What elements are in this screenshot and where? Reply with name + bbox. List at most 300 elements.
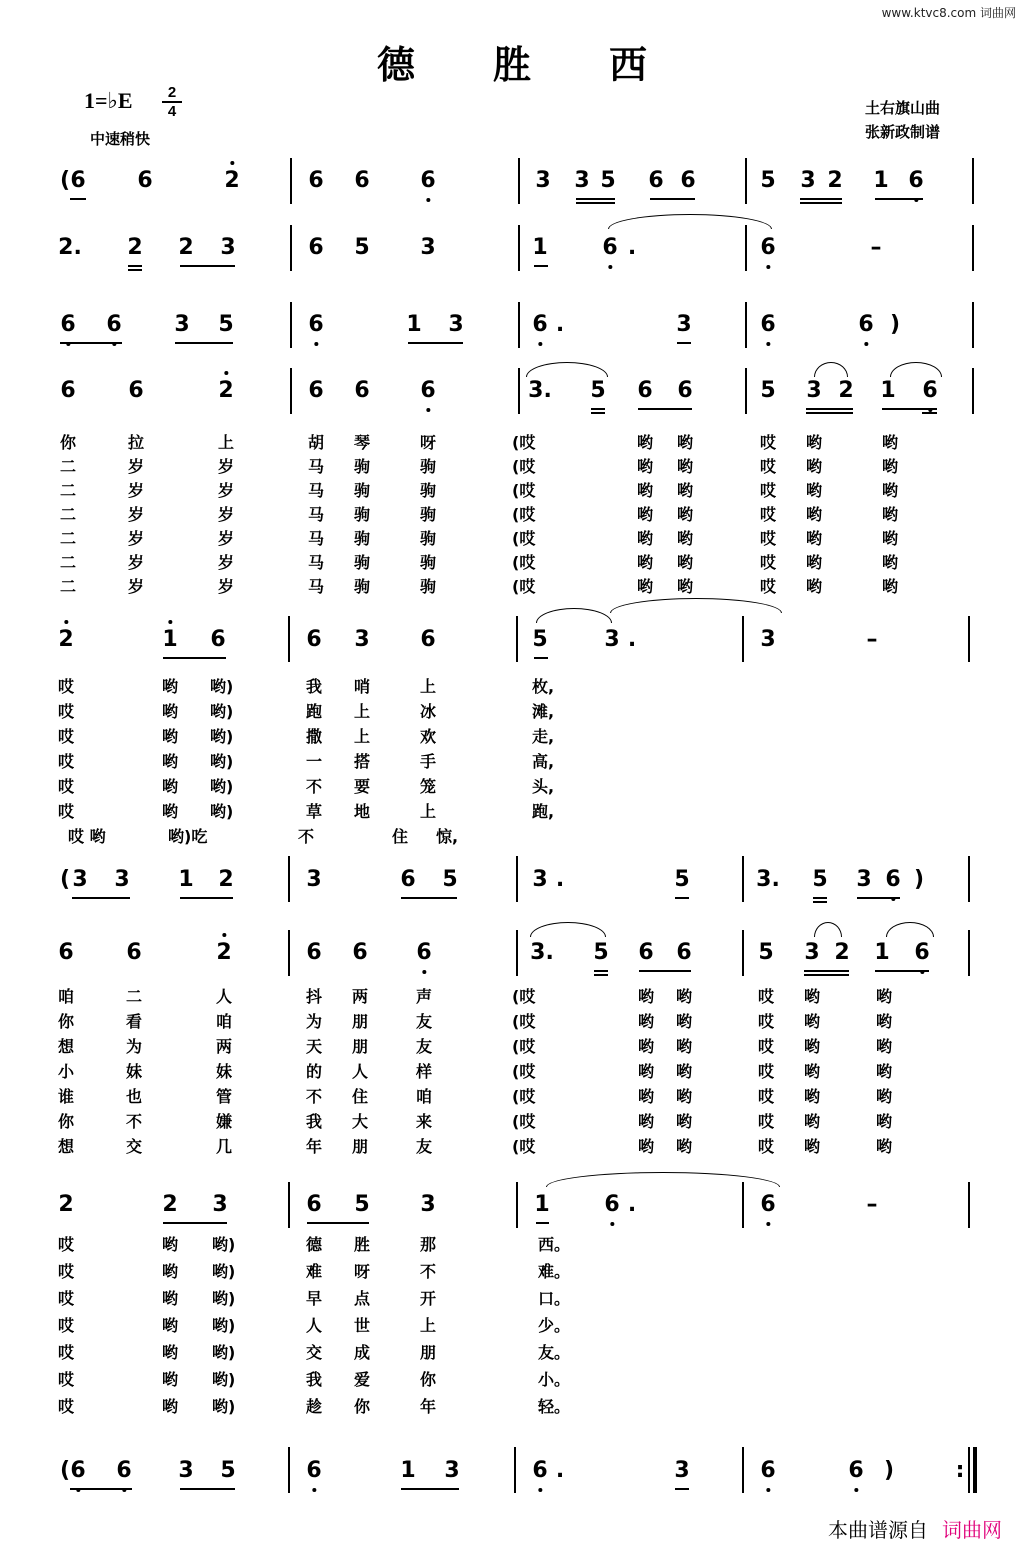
bar-line (745, 158, 747, 204)
lyric-syllable: 哟 (806, 553, 823, 572)
note: 2 (58, 1192, 74, 1217)
lyric-syllable: 人 (306, 1316, 323, 1335)
lyric-syllable: (哎 (512, 505, 536, 524)
note: 6 (676, 940, 692, 965)
lyric-syllable: 哟 (638, 1037, 655, 1056)
lyric-syllable: 岁 (218, 481, 235, 500)
lyric-syllable: 我 (306, 1370, 323, 1389)
lyric-syllable: 驹 (420, 553, 437, 572)
note: 6 (60, 378, 76, 403)
paren: ( (60, 867, 71, 892)
note: 3 (532, 867, 548, 892)
lyric-syllable: (哎 (512, 481, 536, 500)
note: 6 (848, 1458, 864, 1483)
underline-beam (591, 408, 605, 410)
lyric-syllable: 朋 (420, 1343, 437, 1362)
note: 1 (406, 312, 422, 337)
lyric-syllable: 驹 (354, 577, 371, 596)
lyric-syllable: 驹 (420, 529, 437, 548)
note: . (555, 1458, 565, 1483)
lyric-syllable: 二 (60, 505, 77, 524)
lyric-syllable: 哎 (760, 457, 777, 476)
lyric-syllable: 手 (420, 752, 437, 771)
lyric-syllable: 抖 (306, 987, 323, 1006)
note: 2 (218, 378, 234, 403)
bar-line (516, 616, 518, 662)
note: 1 (400, 1458, 416, 1483)
lyric-syllable: 上 (420, 677, 437, 696)
underline-beam (800, 198, 842, 200)
lyric-syllable: 不 (126, 1112, 143, 1131)
lyric-syllable: 岁 (218, 505, 235, 524)
lyric-syllable: 马 (308, 505, 325, 524)
note: 3 (72, 867, 88, 892)
lyric-syllable: 哟 (676, 1112, 693, 1131)
note: 6 (70, 1458, 86, 1483)
arranger-credit: 张新政制谱 (864, 123, 940, 141)
lyric-syllable: 爱 (354, 1370, 371, 1389)
slur (526, 362, 608, 377)
lyric-syllable: 难。 (538, 1262, 571, 1281)
note: 6 (354, 378, 370, 403)
lyric-syllable: 你 (58, 1012, 75, 1031)
lyric-syllable: 马 (308, 481, 325, 500)
lyric-syllable: 哎 (758, 1037, 775, 1056)
lyric-syllable: 哟 (638, 987, 655, 1006)
note: 1 (880, 378, 896, 403)
lyric-syllable: (哎 (512, 457, 536, 476)
underline-beam (128, 269, 142, 271)
lyric-syllable: 跑 (306, 702, 323, 721)
lyric-syllable: 哟 (882, 433, 899, 452)
lyric-syllable: 冰 (420, 702, 437, 721)
lyric-syllable: 为 (306, 1012, 323, 1031)
lyric-syllable: 两 (352, 987, 369, 1006)
lyric-syllable: 年 (420, 1397, 437, 1416)
lyric-syllable: 哎 (758, 1112, 775, 1131)
lyric-syllable: 哟 (162, 802, 179, 821)
lyric-syllable: 小。 (538, 1370, 571, 1389)
slur (814, 362, 848, 377)
lyric-syllable: 哟) (212, 1235, 236, 1254)
lyric-syllable: 友 (416, 1137, 433, 1156)
lyric-syllable: 笼 (420, 777, 437, 796)
note: 6 (532, 312, 548, 337)
note: 6 (885, 867, 901, 892)
lyric-syllable: (哎 (512, 553, 536, 572)
lyric-syllable: 早 (306, 1289, 323, 1308)
lyric-syllable: 德 (306, 1235, 323, 1254)
lyric-syllable: 交 (126, 1137, 143, 1156)
source-brand[interactable]: 词曲网 (942, 1518, 1002, 1542)
underline-beam (576, 198, 615, 200)
underline-beam (536, 1222, 549, 1224)
note: 3 (420, 1192, 436, 1217)
note: 6 (680, 168, 696, 193)
note: 6 (760, 235, 776, 260)
note: 6 (908, 168, 924, 193)
lyric-syllable: 哟 (882, 529, 899, 548)
key-signature: 1=♭E (84, 88, 133, 113)
lyric-syllable: 哟 (162, 1262, 179, 1281)
note: 3 (800, 168, 816, 193)
note: 3 (448, 312, 464, 337)
lyric-syllable: 成 (354, 1343, 371, 1362)
note: . (555, 312, 565, 337)
note: 2 (218, 867, 234, 892)
bar-line (968, 1182, 970, 1228)
note: 3. (528, 378, 552, 403)
note: 6 (354, 168, 370, 193)
lyric-syllable: 二 (126, 987, 143, 1006)
lyric-syllable: 哟 (677, 457, 694, 476)
bar-line (518, 368, 520, 414)
lyric-syllable: 的 (306, 1062, 323, 1081)
lyric-syllable: (哎 (512, 987, 536, 1006)
note: 5 (758, 940, 774, 965)
lyric-syllable: (哎 (512, 529, 536, 548)
lyric-syllable: 头, (532, 777, 555, 796)
bar-line (745, 225, 747, 271)
lyric-syllable: 哎 (58, 802, 75, 821)
lyric-syllable: 哟 (876, 1087, 893, 1106)
bar-line (745, 302, 747, 348)
credits (865, 96, 940, 144)
lyric-syllable: 哟 (676, 1087, 693, 1106)
lyric-syllable: 哎 (760, 481, 777, 500)
note: 1 (162, 627, 178, 652)
lyric-syllable: (哎 (512, 1087, 536, 1106)
paren: ) (884, 1458, 895, 1483)
note: . (627, 1192, 637, 1217)
bar-line (290, 225, 292, 271)
lyric-syllable: 走, (532, 727, 555, 746)
lyric-syllable: 哟 (637, 481, 654, 500)
lyric-syllable: 哟 (677, 433, 694, 452)
paren: ) (914, 867, 925, 892)
lyric-syllable: (哎 (512, 433, 536, 452)
lyric-syllable: 不 (420, 1262, 437, 1281)
lyric-syllable: 上 (354, 702, 371, 721)
lyric-syllable: 驹 (420, 457, 437, 476)
lyric-syllable: 哎 哟 (68, 827, 106, 846)
lyric-syllable: 友 (416, 1012, 433, 1031)
lyric-syllable: 岁 (218, 529, 235, 548)
lyric-syllable: 驹 (420, 577, 437, 596)
note: 6 (137, 168, 153, 193)
lyric-syllable: 驹 (420, 505, 437, 524)
lyric-syllable: 人 (216, 987, 233, 1006)
underline-beam (72, 897, 130, 899)
lyric-syllable: 哟 (882, 577, 899, 596)
lyric-syllable: 二 (60, 529, 77, 548)
underline-beam (639, 970, 691, 972)
underline-beam (675, 897, 689, 899)
note: 6 (306, 1192, 322, 1217)
lyric-syllable: 岁 (128, 553, 145, 572)
tempo-marking: 中速稍快 (90, 130, 151, 148)
note: 2 (838, 378, 854, 403)
lyric-syllable: 哟) (210, 677, 234, 696)
bar-line (288, 616, 290, 662)
lyric-syllable: 哟 (676, 1012, 693, 1031)
lyric-syllable: 哟 (876, 1012, 893, 1031)
slur (890, 362, 942, 377)
lyric-syllable: 世 (354, 1316, 371, 1335)
slur (610, 598, 782, 613)
lyric-syllable: 草 (306, 802, 323, 821)
lyric-syllable: 岁 (218, 577, 235, 596)
bar-line (972, 158, 974, 204)
lyric-syllable: 哟 (804, 1062, 821, 1081)
underline-beam (875, 198, 923, 200)
note: 2. (58, 235, 82, 260)
lyric-syllable: 岁 (128, 529, 145, 548)
note: 5 (532, 627, 548, 652)
note: 6 (677, 378, 693, 403)
underline-beam (70, 198, 86, 200)
note: 6 (638, 940, 654, 965)
lyric-syllable: 朋 (352, 1012, 369, 1031)
note: 6 (210, 627, 226, 652)
note: 1 (178, 867, 194, 892)
note: 6 (126, 940, 142, 965)
lyric-syllable: 上 (420, 802, 437, 821)
note: 2 (216, 940, 232, 965)
lyric-syllable: 哟 (882, 457, 899, 476)
lyric-syllable: 哟 (162, 1235, 179, 1254)
slur (536, 608, 612, 623)
lyric-syllable: 哟 (637, 457, 654, 476)
lyric-syllable: 住 (392, 827, 409, 846)
note: 6 (106, 312, 122, 337)
lyric-syllable: 跑, (532, 802, 555, 821)
lyric-syllable: 岁 (128, 481, 145, 500)
lyric-syllable: 人 (352, 1062, 369, 1081)
note: 3 (676, 312, 692, 337)
lyric-syllable: 朋 (352, 1137, 369, 1156)
underline-beam (163, 657, 226, 659)
lyric-syllable: 哟 (676, 1137, 693, 1156)
lyric-syllable: 马 (308, 457, 325, 476)
lyric-syllable: 谁 (58, 1087, 75, 1106)
note: 2 (162, 1192, 178, 1217)
lyric-syllable: 哟 (676, 1062, 693, 1081)
bar-line (742, 1182, 744, 1228)
note: 6 (760, 1192, 776, 1217)
lyric-syllable: 哟 (638, 1012, 655, 1031)
lyric-syllable: (哎 (512, 1012, 536, 1031)
lyric-syllable: 岁 (218, 457, 235, 476)
underline-beam (180, 1488, 235, 1490)
lyric-syllable: 哟 (876, 1137, 893, 1156)
bar-line (290, 158, 292, 204)
site-url[interactable]: www.ktvc8.com 词曲网 (881, 6, 1016, 20)
lyric-syllable: 哟 (804, 1087, 821, 1106)
note: 6 (116, 1458, 132, 1483)
note: 3. (530, 940, 554, 965)
lyric-syllable: 哟) (212, 1397, 236, 1416)
note: 6 (60, 312, 76, 337)
note: 3 (604, 627, 620, 652)
lyric-syllable: 声 (416, 987, 433, 1006)
note: 1 (873, 168, 889, 193)
lyric-syllable: 岁 (218, 553, 235, 572)
lyric-syllable: 趁 (306, 1397, 323, 1416)
lyric-syllable: 二 (60, 457, 77, 476)
note: 6 (306, 1458, 322, 1483)
underline-beam (594, 974, 608, 976)
note: 6 (306, 627, 322, 652)
note: 2 (827, 168, 843, 193)
lyric-syllable: 哟 (804, 1112, 821, 1131)
note: 5 (590, 378, 606, 403)
note: . (627, 235, 637, 260)
lyric-syllable: 不 (306, 777, 323, 796)
lyric-syllable: 哟 (677, 505, 694, 524)
bar-line (288, 856, 290, 902)
lyric-syllable: 哟 (162, 727, 179, 746)
note: 3 (444, 1458, 460, 1483)
lyric-syllable: 呀 (354, 1262, 371, 1281)
slur (546, 1172, 780, 1187)
lyric-syllable: 上 (354, 727, 371, 746)
lyric-syllable: 咱 (416, 1087, 433, 1106)
note: 3 (220, 235, 236, 260)
underline-beam (804, 970, 849, 972)
source-credit[interactable] (828, 1514, 1002, 1543)
underline-beam (806, 408, 853, 410)
slur (530, 922, 606, 937)
note: 6 (352, 940, 368, 965)
lyric-syllable: 哟 (162, 702, 179, 721)
note: 6 (858, 312, 874, 337)
lyric-syllable: 哟) (212, 1316, 236, 1335)
lyric-syllable: 住 (352, 1087, 369, 1106)
note: 2 (224, 168, 240, 193)
lyric-syllable: 哟) (212, 1370, 236, 1389)
lyric-syllable: 哟 (677, 481, 694, 500)
lyric-syllable: 交 (306, 1343, 323, 1362)
underline-beam (401, 897, 457, 899)
lyric-syllable: 岁 (128, 505, 145, 524)
lyric-syllable: 哟 (162, 752, 179, 771)
lyric-syllable: 样 (416, 1062, 433, 1081)
underline-beam (180, 265, 235, 267)
bar-line (518, 225, 520, 271)
note: 3 (178, 1458, 194, 1483)
underline-beam (675, 1488, 689, 1490)
note: 5 (354, 235, 370, 260)
lyric-syllable: 朋 (352, 1037, 369, 1056)
paren: ( (60, 1458, 71, 1483)
note: 6 (58, 940, 74, 965)
lyric-syllable: 哟) (210, 802, 234, 821)
underline-beam (594, 970, 608, 972)
lyric-syllable: 为 (126, 1037, 143, 1056)
lyric-syllable: 二 (60, 577, 77, 596)
note: 3 (535, 168, 551, 193)
slur (608, 214, 772, 229)
bar-line (968, 1447, 970, 1493)
composer-credit: 土右旗山曲 (864, 99, 940, 117)
lyric-syllable: 哟 (676, 1037, 693, 1056)
lyric-syllable: 哟 (806, 433, 823, 452)
lyric-syllable: 哟 (162, 677, 179, 696)
lyric-syllable: 哟 (806, 457, 823, 476)
note: 1 (534, 1192, 550, 1217)
lyric-syllable: 哟 (637, 529, 654, 548)
lyric-syllable: 哟 (804, 987, 821, 1006)
lyric-syllable: 岁 (128, 457, 145, 476)
lyric-syllable: 哟 (677, 553, 694, 572)
note: – (870, 235, 882, 260)
lyric-syllable: 哟 (804, 1012, 821, 1031)
note: 3 (174, 312, 190, 337)
lyric-syllable: 二 (60, 481, 77, 500)
lyric-syllable: 你 (354, 1397, 371, 1416)
lyric-syllable: (哎 (512, 577, 536, 596)
lyric-syllable: 哟) (210, 727, 234, 746)
underline-beam (882, 408, 937, 410)
lyric-syllable: 哟 (638, 1112, 655, 1131)
lyric-syllable: 欢 (420, 727, 437, 746)
lyric-syllable: 哟 (162, 1316, 179, 1335)
lyric-syllable: 哎 (58, 1343, 75, 1362)
bar-line (742, 930, 744, 976)
lyric-syllable: 哟 (162, 777, 179, 796)
lyric-syllable: 胡 (308, 433, 325, 452)
lyric-syllable: 来 (416, 1112, 433, 1131)
lyric-syllable: 驹 (354, 481, 371, 500)
bar-line (968, 930, 970, 976)
lyric-syllable: 驹 (420, 481, 437, 500)
note: 6 (532, 1458, 548, 1483)
lyric-syllable: 小 (58, 1062, 75, 1081)
note: 3 (306, 867, 322, 892)
note: 3 (804, 940, 820, 965)
underline-beam (576, 202, 615, 204)
lyric-syllable: 哟) (210, 702, 234, 721)
lyric-syllable: 口。 (538, 1289, 571, 1308)
lyric-syllable: 枚, (532, 677, 555, 696)
note: – (866, 1192, 878, 1217)
lyric-syllable: 马 (308, 529, 325, 548)
lyric-syllable: (哎 (512, 1037, 536, 1056)
note: 6 (648, 168, 664, 193)
lyric-syllable: 少。 (538, 1316, 571, 1335)
lyric-syllable: 看 (126, 1012, 143, 1031)
lyric-syllable: 滩, (532, 702, 555, 721)
lyric-syllable: 哟 (804, 1137, 821, 1156)
lyric-syllable: 哟) (212, 1343, 236, 1362)
paren: ) (890, 312, 901, 337)
lyric-syllable: 哎 (58, 677, 75, 696)
lyric-syllable: 想 (58, 1037, 75, 1056)
underline-beam (677, 342, 691, 344)
lyric-syllable: 哟 (162, 1289, 179, 1308)
bar-line (745, 368, 747, 414)
bar-line (516, 930, 518, 976)
note: 5 (600, 168, 616, 193)
lyric-syllable: 哟 (162, 1343, 179, 1362)
lyric-syllable: 呀 (420, 433, 437, 452)
lyric-syllable: 哟 (806, 505, 823, 524)
lyric-syllable: 轻。 (538, 1397, 571, 1416)
note: 6 (922, 378, 938, 403)
note: 6 (420, 627, 436, 652)
note: 2 (58, 627, 74, 652)
